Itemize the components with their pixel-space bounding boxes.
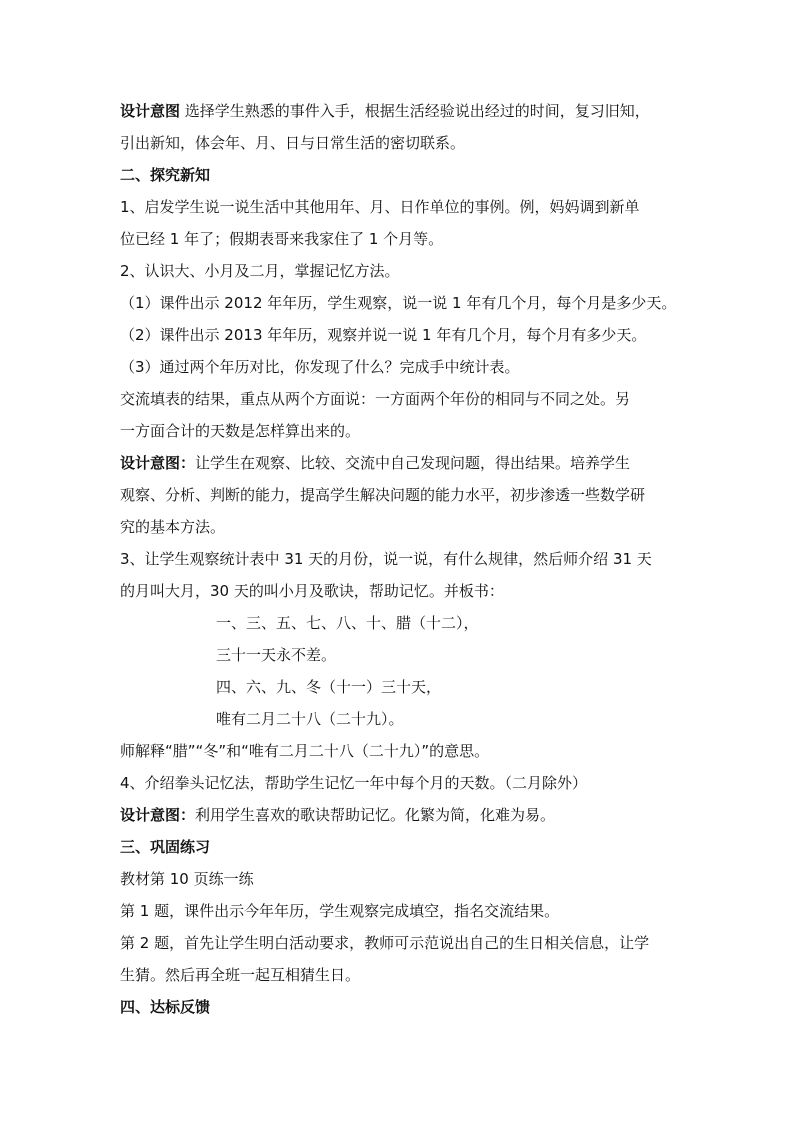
line-text: 师解释“腊”“冬”和“唯有二月二十八（二十九）”的意思。 [120,742,490,760]
paragraph-line [120,421,360,443]
paragraph-line [120,901,559,923]
bold-heading: 二、探究新知 [120,166,211,184]
bold-heading: 设计意图： [120,806,196,824]
paragraph-line [120,581,504,603]
line-text: 观察、分析、判断的能力，提高学生解决问题的能力水平，初步渗透一些数学研 [120,486,646,504]
paragraph-line [120,965,360,987]
line-text: 一方面合计的天数是怎样算出来的。 [120,422,361,440]
line-text: 让学生在观察、比较、交流中自己发现问题，得出结果。培养学生 [195,454,631,472]
paragraph-line [120,133,465,155]
paragraph-line [120,229,443,251]
bold-heading: 三、巩固练习 [120,838,211,856]
line-text: 生猜。然后再全班一起互相猜生日。 [120,966,361,984]
paragraph-line [120,485,645,507]
line-text: 选择学生熟悉的事件入手，根据生活经验说出经过的时间，复习旧知， [180,102,650,120]
line-text: 4、介绍拳头记忆法，帮助学生记忆一年中每个月的天数。（二月除外） [120,774,588,792]
paragraph-line [120,261,400,283]
line-text: 第 2 题，首先让学生明白活动要求，教师可示范说出自己的生日相关信息，让学 [120,934,650,952]
line-text: 1、启发学生说一说生活中其他用年、月、日作单位的事例。例，妈妈调到新单 [120,198,640,216]
paragraph-line [120,101,650,123]
line-text: （1）课件出示 2012 年年历，学生观察，说一说 1 年有几个月，每个月是多少天。 [120,294,677,312]
line-text: 究的基本方法。 [120,518,226,536]
line-text: 位已经 1 年了；假期表哥来我家住了 1 个月等。 [120,230,444,248]
paragraph-line [120,357,520,379]
paragraph-line [120,549,652,571]
verse-line [216,709,404,731]
section-heading [120,165,210,187]
paragraph-line [120,869,254,891]
line-text: 的月叫大月，30 天的叫小月及歌诀，帮助记忆。并板书： [120,582,504,600]
paragraph-line [120,293,676,315]
line-text: 四、六、九、冬（十一）三十天， [216,678,442,696]
line-text: 三十一天永不差。 [216,646,337,664]
section-heading [120,997,210,1019]
line-text: （2）课件出示 2013 年年历，观察并说一说 1 年有几个月，每个月有多少天。 [120,326,647,344]
verse-line [216,677,441,699]
paragraph-line [120,389,630,411]
paragraph-line [120,517,225,539]
verse-line [216,645,336,667]
paragraph-line [120,741,489,763]
line-text: 一、三、五、七、八、十、腊（十二）， [216,614,479,632]
paragraph-line [120,933,649,955]
line-text: 引出新知，体会年、月、日与日常生活的密切联系。 [120,134,466,152]
paragraph-line [120,453,630,475]
verse-line [216,613,479,635]
line-text: 第 1 题，课件出示今年年历，学生观察完成填空，指名交流结果。 [120,902,560,920]
line-text: 3、让学生观察统计表中 31 天的月份，说一说，有什么规律，然后师介绍 31 天 [120,550,652,568]
line-text: 唯有二月二十八（二十九）。 [216,710,404,728]
bold-heading: 四、达标反馈 [120,998,211,1016]
bold-heading: 设计意图 [120,102,181,120]
paragraph-line [120,773,587,795]
line-text: 利用学生喜欢的歌诀帮助记忆。化繁为简，化难为易。 [195,806,556,824]
line-text: （3）通过两个年历对比，你发现了什么？完成手中统计表。 [120,358,520,376]
section-heading [120,837,210,859]
line-text: 教材第 10 页练一练 [120,870,254,888]
paragraph-line [120,805,555,827]
bold-heading: 设计意图： [120,454,196,472]
paragraph-line [120,197,640,219]
paragraph-line [120,325,646,347]
line-text: 交流填表的结果，重点从两个方面说：一方面两个年份的相同与不同之处。另 [120,390,631,408]
line-text: 2、认识大、小月及二月，掌握记忆方法。 [120,262,400,280]
